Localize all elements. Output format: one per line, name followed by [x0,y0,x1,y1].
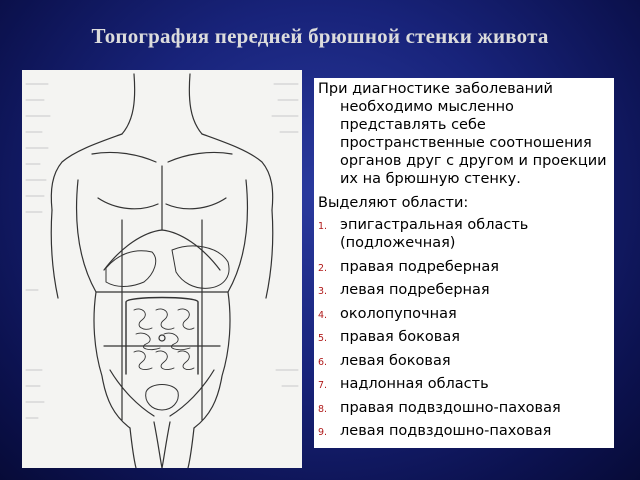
list-item [318,258,610,276]
list-item [318,399,610,417]
list-item-label: надлонная область [340,376,489,392]
list-item-number: 1. [318,221,328,232]
torso-drawing [22,70,302,468]
list-item-number: 9. [318,427,328,438]
text-panel [314,78,614,448]
list-item-label: правая боковая [340,329,460,345]
list-item [318,281,610,299]
regions-list [318,216,610,440]
list-item-number: 2. [318,262,328,274]
list-item-number: 4. [318,309,328,321]
list-item [318,352,610,370]
list-item [318,422,610,440]
list-item-number: 6. [318,356,328,368]
list-item-label: левая подвздошно-паховая [340,423,552,439]
list-item [318,375,610,393]
list-item-number: 3. [318,286,328,297]
list-item-number: 8. [318,403,328,415]
list-item [318,305,610,323]
list-item [318,216,610,252]
intro-paragraph: При диагностике заболеваний необходимо мысленно представлять себе пространственные соотношения органов друг с другом и проекции их на брюшную стенку. [318,81,607,187]
regions-heading: Выделяют области: [318,195,469,211]
list-item-label: левая подреберная [340,282,490,298]
list-item-label: эпигастральная область (подложечная) [340,217,529,251]
list-item-label: околопупочная [340,305,457,322]
slide-title: Топография передней брюшной стенки живота [91,24,549,48]
list-item-label: правая подвздошно-паховая [340,399,561,416]
list-item-number: 7. [318,380,328,391]
list-item-label: правая подреберная [340,258,499,275]
list-item-number: 5. [318,333,328,344]
abdominal-regions-illustration [22,70,302,468]
list-item [318,328,610,346]
list-item-label: левая боковая [340,352,451,369]
